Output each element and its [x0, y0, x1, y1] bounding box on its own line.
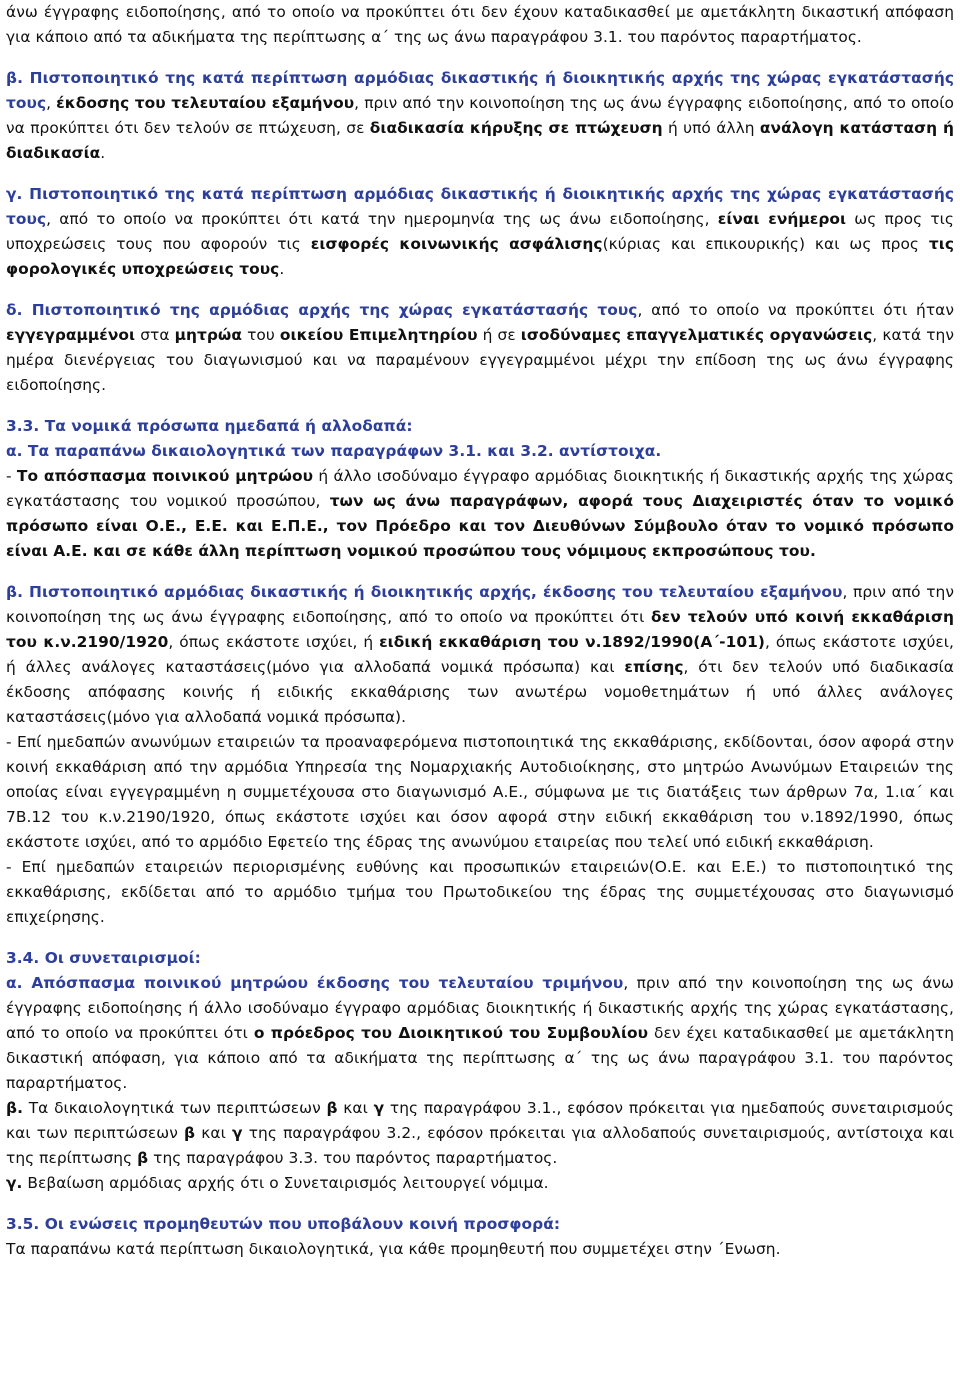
section-heading-3-3: 3.3. Τα νομικά πρόσωπα ημεδαπά ή αλλοδαπά: [6, 417, 413, 435]
paragraph-b [6, 66, 954, 166]
text-run: του [241, 326, 280, 344]
text-run: επίσης [624, 658, 684, 676]
text-run: , πριν από την κοινοποίηση της ως άνω έγγραφης ειδοποίησης, από το οποίο να προκύπτει ότι [6, 583, 954, 626]
text-run: της παραγράφου 3.3. του παρόντος παραρτήματος. [148, 1149, 558, 1167]
section-3-4-item-b [6, 1096, 954, 1171]
text-run: , όπως εκάστοτε ισχύει, ή [168, 633, 380, 651]
text-run: Το απόσπασμα ποινικού μητρώου [16, 467, 314, 485]
text-run: και [195, 1124, 233, 1142]
text-run: - [6, 467, 17, 485]
text-run: α. Απόσπασμα ποινικού μητρώου έκδοσης του τελευταίου τριμήνου [6, 974, 624, 992]
text-run: γ. Πιστοποιητικό της κατά περίπτωση αρμόδιας δικαστικής ή διοικητικής αρχής της χώρας εγκατάστασής τους [6, 185, 954, 228]
text-run: εγγεγραμμένοι [6, 326, 136, 344]
text-run: οικείου Επιμελητηρίου [279, 326, 478, 344]
section-heading-3-5: 3.5. Οι ενώσεις προμηθευτών που υποβάλουν κοινή προσφορά: [6, 1215, 561, 1233]
text-run: δ. Πιστοποιητικό της αρμόδιας αρχής της χώρας εγκατάστασής τους [6, 301, 638, 319]
text-run: ισοδύναμες επαγγελματικές οργανώσεις [520, 326, 873, 344]
text-run: , όπως εκάστοτε ισχύει, ή άλλες ανάλογες καταστάσεις(μόνο για αλλοδαπά νομικά πρόσωπα) και [6, 633, 954, 676]
section-3-3-ltd-note: - Επί ημεδαπών εταιρειών περιορισμένης ευθύνης και προσωπικών εταιρειών(Ο.Ε. και Ε.Ε.) το πιστοποιητικό της εκκαθάρισης, εκδίδεται από το αρμόδιο τμήμα του Πρωτοδικείου της έδρας της συμμετέχουσας στο διαγωνισμό επιχείρησης. [6, 858, 954, 926]
section-3-3-item-b [6, 580, 954, 730]
text-run: τις φορολογικές υποχρεώσεις τους [6, 235, 954, 278]
text-run: Βεβαίωση αρμόδιας αρχής ότι ο Συνεταιρισμός λειτουργεί νόμιμα. [22, 1174, 549, 1192]
text-run: ή σε [477, 326, 521, 344]
text-run: β [137, 1149, 149, 1167]
text-run: , πριν από την κοινοποίηση της ως άνω έγγραφης ειδοποίησης, από το οποίο να προκύπτει ότι δεν τελούν σε πτώχευση, σε [6, 94, 954, 137]
section-3-4-item-a [6, 971, 954, 1096]
text-run: ή υπό άλλη [662, 119, 760, 137]
section-3-3-sa-note: - Επί ημεδαπών ανωνύμων εταιρειών τα προαναφερόμενα πιστοποιητικά της εκκαθάρισης, εκδίδονται, όσον αφορά στην κοινή εκκαθάριση από την αρμόδια Υπηρεσία της Νομαρχιακής Αυτοδιοίκησης, στο μητρώο Ανωνύμων Εταιρειών της οποίας είναι εγγεγραμμένη η συμμετέχουσα στο διαγωνισμό Α.Ε., σύμφωνα με τις διατάξεις των άρθρων 7α, 1.ια΄ και 7Β.12 του κ.ν.2190/1920, όπως εκάστοτε ισχύει και όσον αφορά στην ειδική εκκαθάριση του ν.1892/1990, όπως εκάστοτε ισχύει, από το αρμόδιο Εφετείο της έδρας της ανωνύμου εταιρείας που τελεί υπό ειδική εκκαθάριση. [6, 733, 954, 851]
text-run: , πριν από την κοινοποίηση της ως άνω έγγραφης ειδοποίησης ή άλλο ισοδύναμο έγγραφο αρμόδιας διοικητικής ή δικαστικής αρχής της χώρας εγκατάστασης, από το οποίο να προκύπτει ότι [6, 974, 954, 1042]
text-run: β. Πιστοποιητικό αρμόδιας δικαστικής ή διοικητικής αρχής, έκδοσης του τελευταίου εξαμήνου [6, 583, 843, 601]
text-run: της παραγράφου 3.2., εφόσον πρόκειται για αλλοδαπούς συνεταιρισμούς, αντίστοιχα και της περίπτωσης [6, 1124, 954, 1167]
text-run: δεν έχει καταδικασθεί με αμετάκλητη δικαστική απόφαση, για κάποιο από τα αδικήματα της περίπτωσης α΄ της ως άνω παραγράφου 3.1. του παρόντος παραρτήματος. [6, 1024, 954, 1092]
paragraph-c [6, 182, 954, 282]
text-run: , από το οποίο να προκύπτει ότι κατά την ημερομηνία της ως άνω ειδοποίησης, [46, 210, 718, 228]
text-run: των ως άνω παραγράφων, αφορά τους Διαχειριστές όταν το νομικό πρόσωπο είναι Ο.Ε., Ε.Ε. και Ε.Π.Ε., τον Πρόεδρο και τον Διευθύνων Σύμβουλο όταν το νομικό πρόσωπο είναι Α.Ε. και σε κάθε άλλη περίπτωση νομικού προσώπου τους νόμιμους εκπροσώπους του. [6, 492, 954, 560]
text-run: έκδοσης του τελευταίου εξαμήνου [56, 94, 355, 112]
text-run: ή άλλο ισοδύναμο έγγραφο αρμόδιας διοικητικής ή δικαστικής αρχής της χώρας εγκατάστασης του νομικού προσώπου, [6, 467, 954, 510]
text-run: Τα δικαιολογητικά των περιπτώσεων [22, 1099, 327, 1117]
text-run: ως προς τις υποχρεώσεις τους που αφορούν τις [6, 210, 954, 253]
text-run: . [279, 260, 285, 278]
text-run: γ. [6, 1174, 23, 1192]
text-run: (κύριας και επικουρικής) και ως προς [602, 235, 929, 253]
text-run: β [326, 1099, 338, 1117]
section-3-4-item-c [6, 1171, 954, 1196]
text-run: στα [135, 326, 175, 344]
text-run: ανάλογη κατάσταση ή διαδικασία [6, 119, 954, 162]
text-run: , κατά την ημέρα διενέργειας του διαγωνισμού και να παραμένουν εγγεγραμμένοι μέχρι την επίδοση της ως άνω έγγραφης ειδοποίησης. [6, 326, 955, 394]
text-run: β [184, 1124, 196, 1142]
text-run: ο πρόεδρος του Διοικητικού του Συμβουλίου [253, 1024, 649, 1042]
text-run: δεν τελούν υπό κοινή εκκαθάριση του κ.ν.2190/1920 [6, 608, 954, 651]
text-run: της παραγράφου 3.1., εφόσον πρόκειται για ημεδαπούς συνεταιρισμούς και των περιπτώσεων [6, 1099, 955, 1142]
text-run: , από το οποίο να προκύπτει ότι ήταν [637, 301, 954, 319]
section-3-5-text: Τα παραπάνω κατά περίπτωση δικαιολογητικά, για κάθε προμηθευτή που συμμετέχει στην ΄Ενωση. [6, 1240, 781, 1258]
section-3-3-criminal-record [6, 464, 954, 564]
text-run: . [100, 144, 106, 162]
text-run: , ότι δεν τελούν υπό διαδικασία έκδοσης απόφασης κοινής ή ειδικής εκκαθάρισης των ανωτέρω νομοθετημάτων ή υπό άλλες ανάλογες καταστάσεις(μόνο για αλλοδαπά νομικά πρόσωπα). [6, 658, 954, 726]
text-run: εισφορές κοινωνικής ασφάλισης [310, 235, 603, 253]
text-run: γ [232, 1124, 243, 1142]
text-run: διαδικασία κήρυξης σε πτώχευση [369, 119, 663, 137]
text-run: ειδική εκκαθάριση του ν.1892/1990(Α΄-101) [379, 633, 765, 651]
paragraph-continuation: άνω έγγραφης ειδοποίησης, από το οποίο να προκύπτει ότι δεν έχουν καταδικασθεί με αμετάκλητη δικαστική απόφαση για κάποιο από τα αδικήματα της περίπτωσης α΄ της ως άνω παραγράφου 3.1. του παρόντος παραρτήματος. [6, 3, 954, 46]
text-run: και [337, 1099, 374, 1117]
text-run: είναι ενήμεροι [717, 210, 847, 228]
text-run: γ [373, 1099, 385, 1117]
section-heading-3-4: 3.4. Οι συνεταιρισμοί: [6, 949, 201, 967]
text-run: μητρώα [174, 326, 242, 344]
paragraph-d [6, 298, 954, 398]
text-run: , [46, 94, 57, 112]
text-run: β. Πιστοποιητικό της κατά περίπτωση αρμόδιας δικαστικής ή διοικητικής αρχής της χώρας εγκατάστασής τους [6, 69, 954, 112]
text-run: β. [6, 1099, 23, 1117]
section-3-3-item-a: α. Τα παραπάνω δικαιολογητικά των παραγράφων 3.1. και 3.2. αντίστοιχα. [6, 442, 662, 460]
